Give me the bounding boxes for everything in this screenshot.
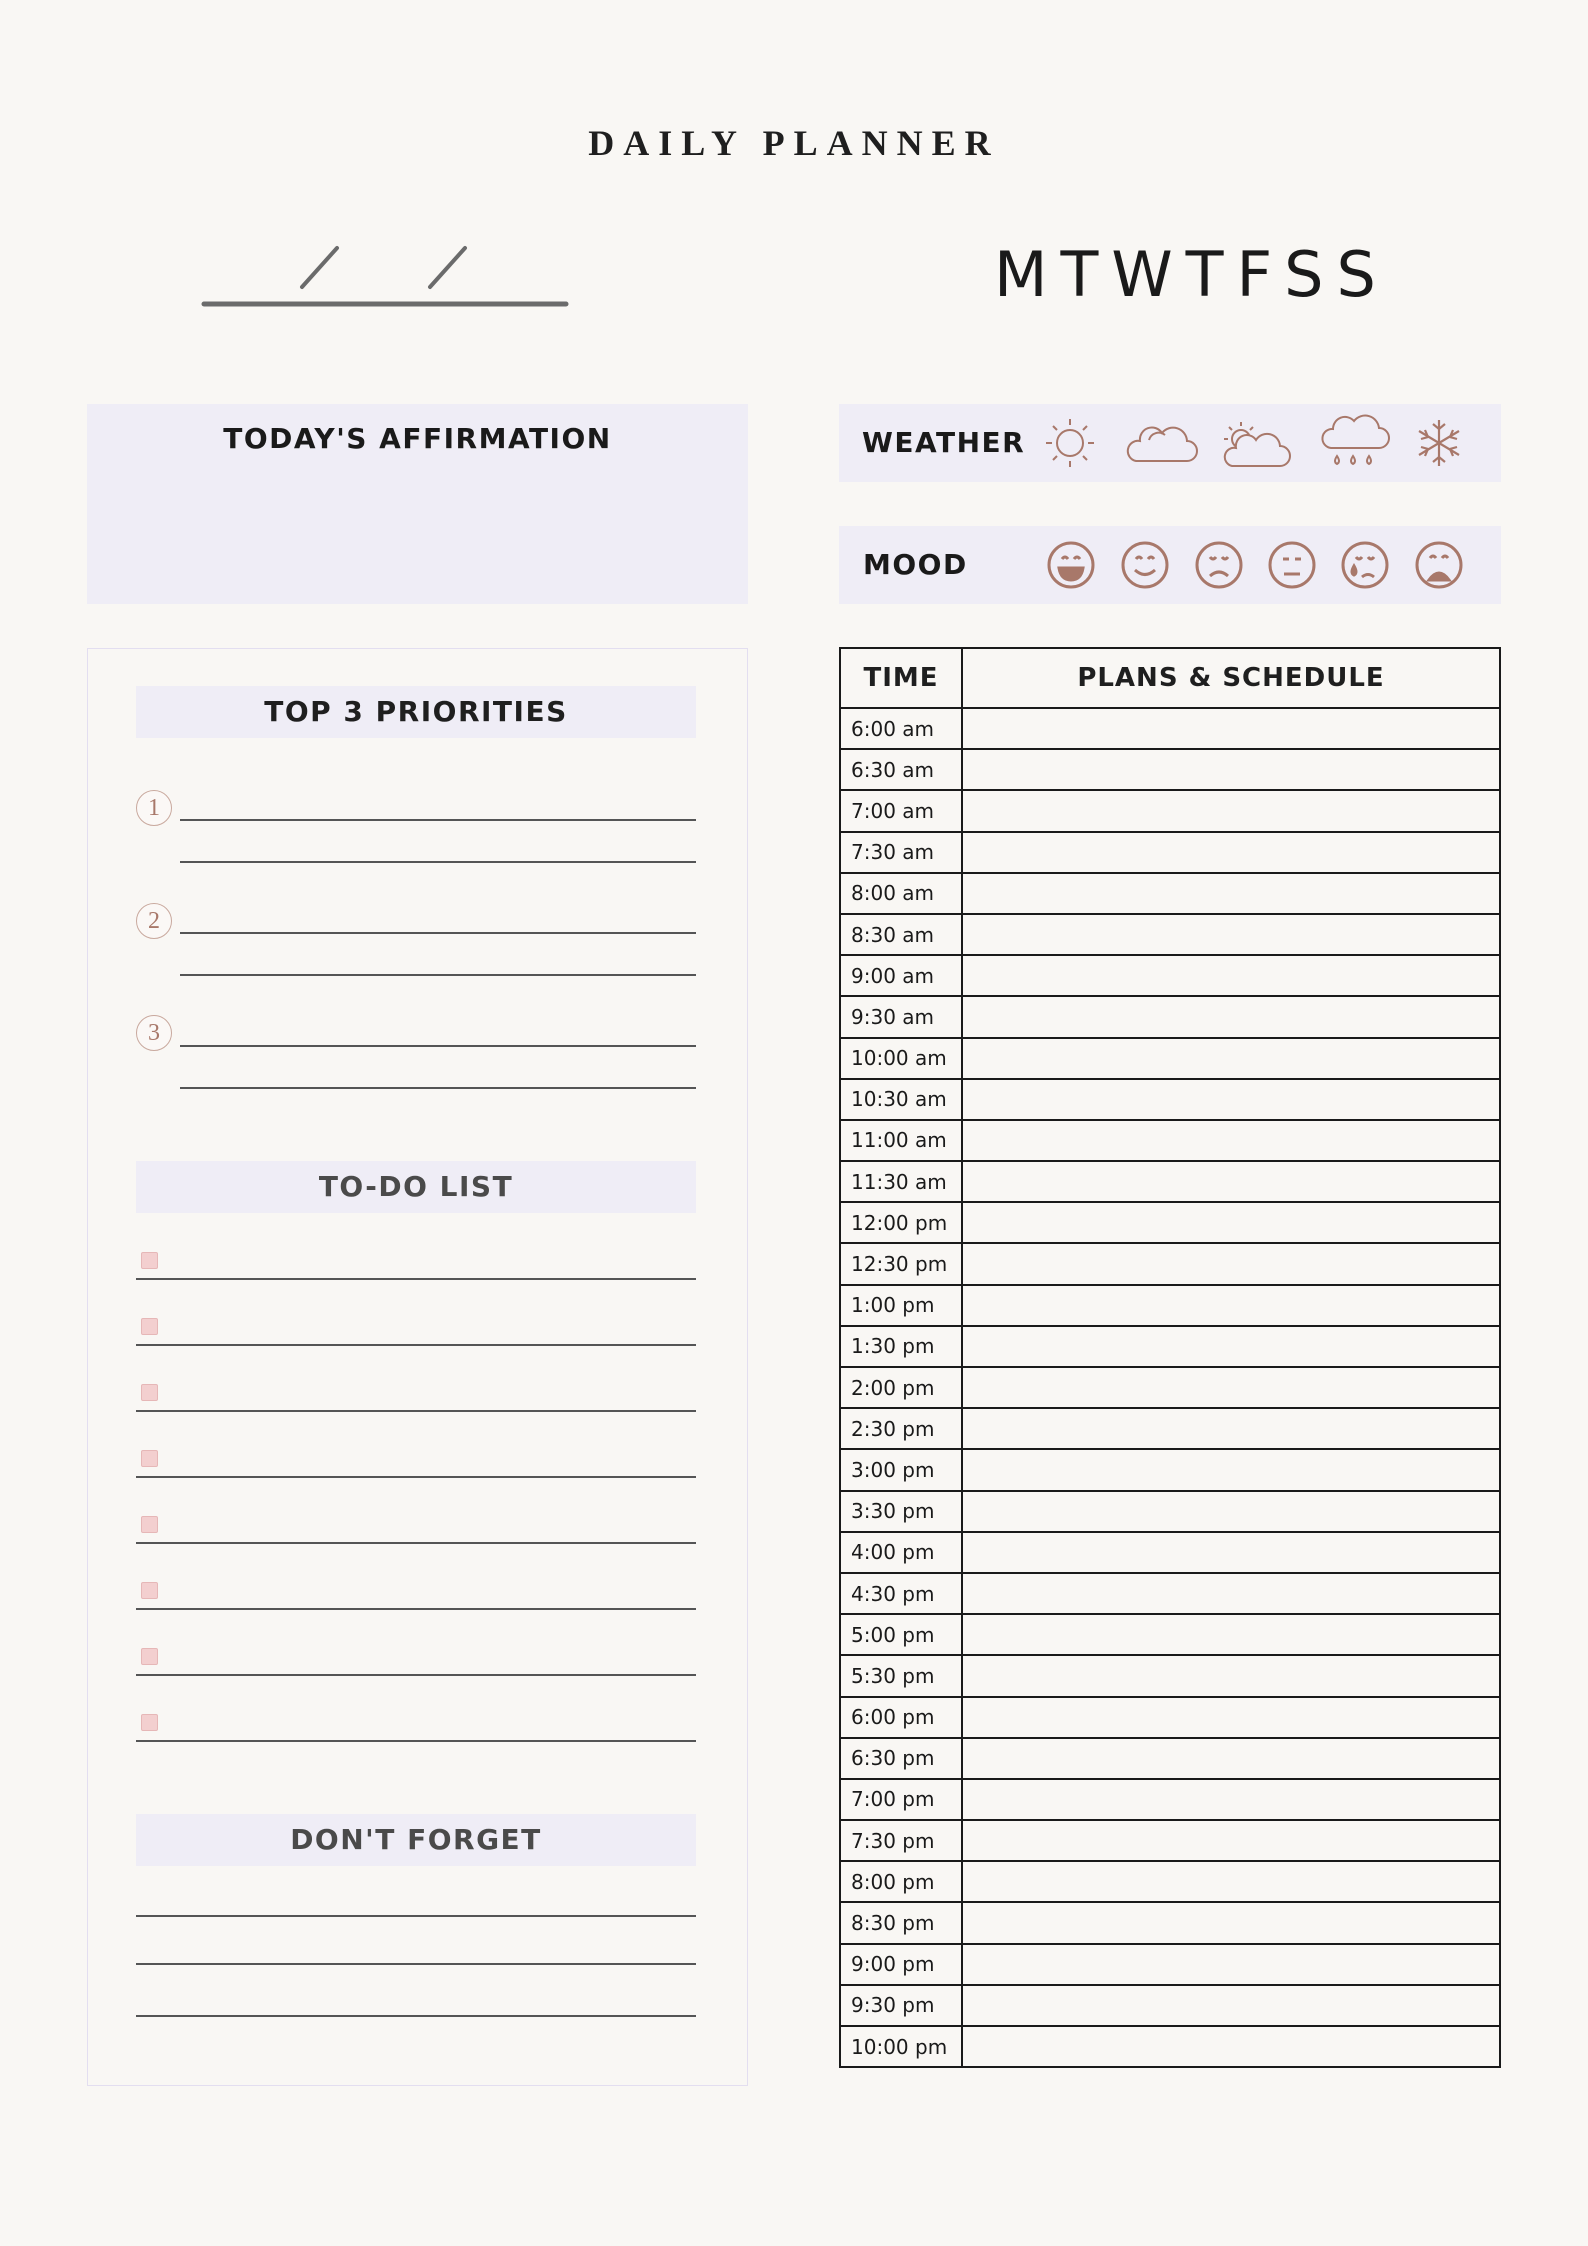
time-slot-label: 12:00 pm [840,1202,962,1243]
affirmation-label: TODAY'S AFFIRMATION [223,422,612,455]
schedule-row [840,1655,1500,1696]
schedule-row [840,1408,1500,1449]
time-column-header: TIME [840,648,962,708]
schedule-row [840,1738,1500,1779]
dont-forget-header: DON'T FORGET [136,1814,696,1866]
time-slot-label: 9:00 pm [840,1944,962,1985]
plan-cell[interactable] [962,1202,1500,1243]
mood-label: MOOD [863,548,968,581]
time-slot-label: 4:30 pm [840,1573,962,1614]
time-slot-label: 3:30 pm [840,1491,962,1532]
time-slot-label: 9:30 am [840,996,962,1037]
schedule-row [840,708,1500,749]
priority-line[interactable] [180,974,696,976]
weather-label: WEATHER [862,426,1026,459]
schedule-row [840,1120,1500,1161]
laughing-face-icon[interactable] [1049,543,1093,587]
plan-cell[interactable] [962,1779,1500,1820]
time-slot-label: 1:00 pm [840,1285,962,1326]
partly-sunny-icon[interactable] [1224,422,1290,466]
schedule-row [840,1902,1500,1943]
time-slot-label: 10:00 pm [840,2026,962,2067]
todo-line[interactable] [136,1278,696,1280]
priority-line[interactable] [180,861,696,863]
time-slot-label: 6:30 am [840,749,962,790]
plan-cell[interactable] [962,1038,1500,1079]
priority-line[interactable] [180,1087,696,1089]
plan-cell[interactable] [962,914,1500,955]
schedule-row [840,1861,1500,1902]
time-slot-label: 7:00 am [840,790,962,831]
date-lines [200,240,570,312]
todo-checkbox[interactable] [141,1252,158,1269]
todo-line[interactable] [136,1608,696,1610]
todo-line[interactable] [136,1410,696,1412]
time-slot-label: 4:00 pm [840,1532,962,1573]
snowflake-icon[interactable] [1419,420,1459,466]
schedule-row [840,955,1500,996]
priority-number-3: 3 [136,1015,172,1051]
todo-item[interactable] [136,1644,696,1710]
todo-checkbox[interactable] [141,1582,158,1599]
plan-cell[interactable] [962,1120,1500,1161]
date-field[interactable] [200,240,570,312]
time-slot-label: 12:30 pm [840,1243,962,1284]
schedule-row [840,1491,1500,1532]
schedule-row [840,873,1500,914]
plan-cell[interactable] [962,1861,1500,1902]
plan-cell[interactable] [962,708,1500,749]
priority-number-2: 2 [136,903,172,939]
priority-number-1: 1 [136,790,172,826]
schedule-row [840,1367,1500,1408]
schedule-row [840,1326,1500,1367]
schedule-row [840,914,1500,955]
plan-cell[interactable] [962,1326,1500,1367]
plan-cell[interactable] [962,1820,1500,1861]
weather-panel [839,404,1501,482]
plan-cell[interactable] [962,1243,1500,1284]
plan-cell[interactable] [962,996,1500,1037]
plan-cell[interactable] [962,1985,1500,2026]
plan-cell[interactable] [962,1738,1500,1779]
page-title: DAILY PLANNER [588,123,1000,163]
todo-checkbox[interactable] [141,1450,158,1467]
cloud-icon[interactable] [1128,427,1197,461]
todo-line[interactable] [136,1740,696,1742]
time-slot-label: 8:00 pm [840,1861,962,1902]
plan-cell[interactable] [962,1449,1500,1490]
plan-cell[interactable] [962,1697,1500,1738]
plan-cell[interactable] [962,1408,1500,1449]
neutral-face-icon[interactable] [1270,543,1314,587]
smiling-face-icon[interactable] [1123,543,1167,587]
priority-line[interactable] [180,819,696,821]
time-slot-label: 1:30 pm [840,1326,962,1367]
plan-cell[interactable] [962,1532,1500,1573]
plan-cell[interactable] [962,955,1500,996]
dont-forget-line[interactable] [136,1915,696,1917]
schedule-row [840,2026,1500,2067]
schedule-row [840,1449,1500,1490]
plans-column-header: PLANS & SCHEDULE [962,648,1500,708]
time-slot-label: 6:00 am [840,708,962,749]
todo-item[interactable] [136,1710,696,1776]
todo-line[interactable] [136,1542,696,1544]
schedule-row [840,1079,1500,1120]
schedule-row [840,1985,1500,2026]
mood-panel [839,526,1501,604]
plan-cell[interactable] [962,1079,1500,1120]
schedule-row [840,1038,1500,1079]
plan-cell[interactable] [962,1161,1500,1202]
schedule-row [840,1820,1500,1861]
time-slot-label: 9:00 am [840,955,962,996]
todo-line[interactable] [136,1476,696,1478]
todo-item[interactable] [136,1380,696,1446]
priority-line[interactable] [180,932,696,934]
crying-face-icon[interactable] [1343,543,1387,587]
todo-item[interactable] [136,1314,696,1380]
todo-checkbox[interactable] [141,1516,158,1533]
schedule-row [840,1161,1500,1202]
plan-cell[interactable] [962,1367,1500,1408]
schedule-row [840,790,1500,831]
schedule-row [840,1779,1500,1820]
plan-cell[interactable] [962,1573,1500,1614]
plan-cell[interactable] [962,749,1500,790]
schedule-row [840,1614,1500,1655]
time-slot-label: 7:30 pm [840,1820,962,1861]
weather-icons [839,404,1499,482]
plan-cell[interactable] [962,1944,1500,1985]
affirmation-panel[interactable] [87,404,748,604]
todo-item[interactable] [136,1578,696,1644]
priorities-header: TOP 3 PRIORITIES [136,686,696,738]
dont-forget-line[interactable] [136,1963,696,1965]
upset-face-icon[interactable] [1417,543,1461,587]
time-slot-label: 7:30 am [840,832,962,873]
plan-cell[interactable] [962,2026,1500,2067]
time-slot-label: 2:00 pm [840,1367,962,1408]
schedule-header-row [840,648,1500,708]
days-of-week[interactable]: MTWTFSS [994,238,1389,311]
dont-forget-line[interactable] [136,2015,696,2017]
mood-icons [839,526,1499,604]
todo-list [136,1248,696,1776]
schedule-row [840,1285,1500,1326]
schedule-body [840,708,1500,2067]
time-slot-label: 2:30 pm [840,1408,962,1449]
rain-icon[interactable] [1322,416,1389,464]
todo-checkbox[interactable] [141,1714,158,1731]
time-slot-label: 11:30 am [840,1161,962,1202]
todo-line[interactable] [136,1674,696,1676]
plan-cell[interactable] [962,873,1500,914]
time-slot-label: 6:30 pm [840,1738,962,1779]
plan-cell[interactable] [962,790,1500,831]
time-slot-label: 10:30 am [840,1079,962,1120]
todo-checkbox[interactable] [141,1318,158,1335]
todo-checkbox[interactable] [141,1384,158,1401]
schedule-row [840,1944,1500,1985]
time-slot-label: 10:00 am [840,1038,962,1079]
plan-cell[interactable] [962,1902,1500,1943]
sun-icon[interactable] [1046,419,1094,467]
schedule-row [840,749,1500,790]
schedule-row [840,996,1500,1037]
time-slot-label: 8:30 pm [840,1902,962,1943]
plan-cell[interactable] [962,832,1500,873]
time-slot-label: 8:30 am [840,914,962,955]
todo-item[interactable] [136,1248,696,1314]
schedule-row [840,1243,1500,1284]
time-slot-label: 3:00 pm [840,1449,962,1490]
plan-cell[interactable] [962,1614,1500,1655]
schedule-row [840,832,1500,873]
todo-item[interactable] [136,1446,696,1512]
plan-cell[interactable] [962,1285,1500,1326]
time-slot-label: 11:00 am [840,1120,962,1161]
time-slot-label: 6:00 pm [840,1697,962,1738]
time-slot-label: 5:30 pm [840,1655,962,1696]
time-slot-label: 8:00 am [840,873,962,914]
todo-item[interactable] [136,1512,696,1578]
schedule-table [839,647,1501,2068]
schedule-row [840,1697,1500,1738]
time-slot-label: 9:30 pm [840,1985,962,2026]
plan-cell[interactable] [962,1491,1500,1532]
todo-line[interactable] [136,1344,696,1346]
todo-header: TO-DO LIST [136,1161,696,1213]
plan-cell[interactable] [962,1655,1500,1696]
schedule-row [840,1532,1500,1573]
sad-face-icon[interactable] [1197,543,1241,587]
todo-checkbox[interactable] [141,1648,158,1665]
time-slot-label: 7:00 pm [840,1779,962,1820]
time-slot-label: 5:00 pm [840,1614,962,1655]
schedule-row [840,1202,1500,1243]
priority-line[interactable] [180,1045,696,1047]
schedule-row [840,1573,1500,1614]
